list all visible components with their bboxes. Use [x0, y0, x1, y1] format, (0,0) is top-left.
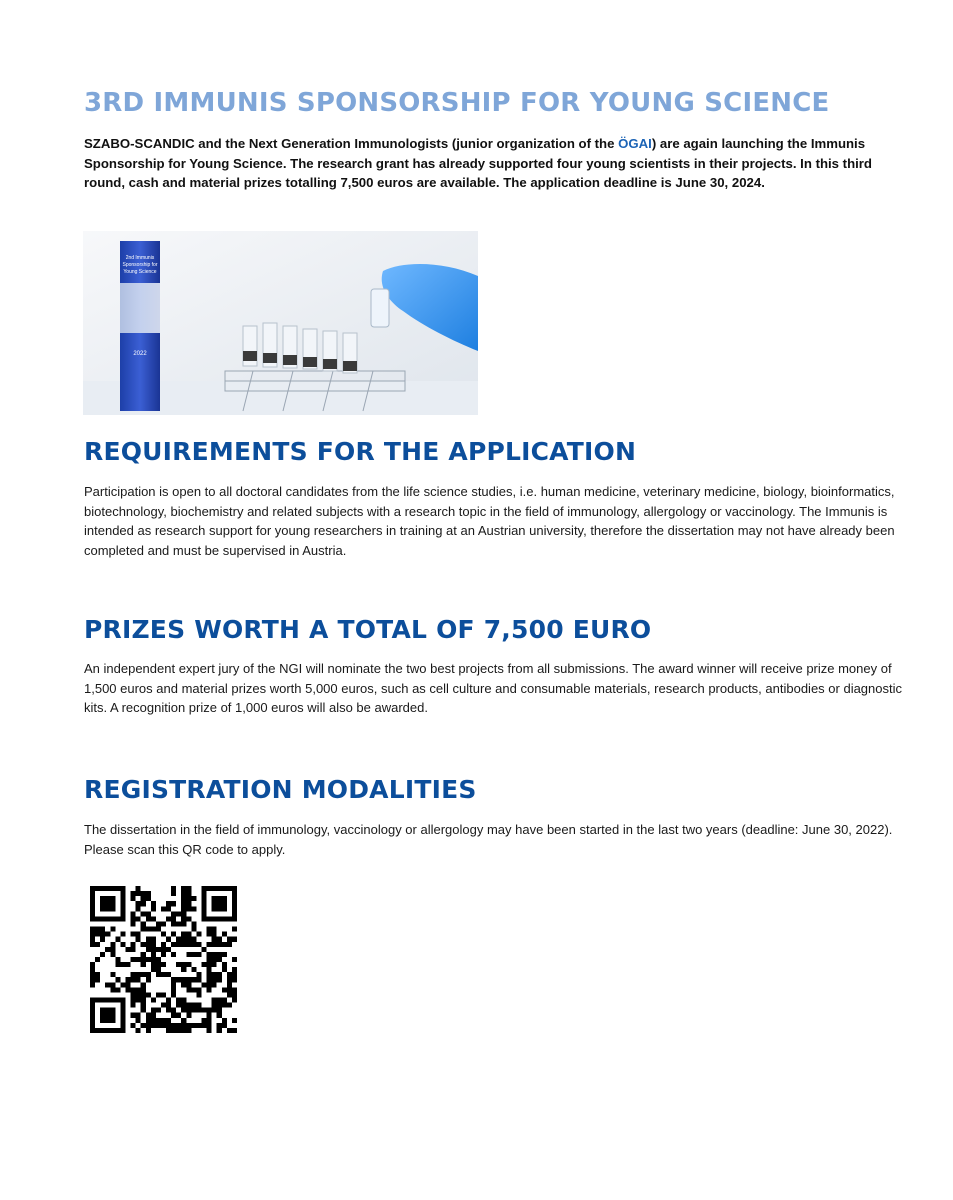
section-text-requirements: Participation is open to all doctoral candidates from the life science studies, i.e. human medicine, veterinary medicine, biology, bioinformatics, biotechnology, biochemistry and related subjects with a research topic in the field of immunology, allergology or vaccinology. The Immunis is intended as research support for young researchers in training at an Austrian university, therefore the dissertation may not have already been completed and must be supervised in Austria.: [84, 484, 895, 558]
section-heading-prizes: PRIZES WORTH A TOTAL OF 7,500 EURO: [84, 615, 652, 644]
ogai-link[interactable]: ÖGAI: [618, 136, 652, 151]
section-text-prizes: An independent expert jury of the NGI will nominate the two best projects from all submissions. The award winner will receive prize money of 1,500 euros and material prizes worth 5,000 euros, such as cell culture and consumable materials, research products, antibodies or diagnostic kits. A recognition prize of 1,000 euros will also be awarded.: [84, 661, 902, 715]
qr-code[interactable]: [90, 886, 237, 1033]
section-heading-requirements: REQUIREMENTS FOR THE APPLICATION: [84, 437, 637, 466]
section-heading-registration: REGISTRATION MODALITIES: [84, 775, 477, 804]
trophy-text-3: Young Science: [123, 269, 157, 275]
intro-text-end: ) are again launching the Immunis Sponsorship for Young Science. The research grant has already supported four young scientists in their projects. In this third round, cash and material prizes totalling 7,500 euros are available. The application deadline is June 30, 2024.: [84, 136, 872, 190]
intro-text-start: SZABO-SCANDIC and the Next Generation Immunologists (junior organization of the: [84, 136, 619, 151]
page-title: 3RD IMMUNIS SPONSORSHIP FOR YOUNG SCIENCE: [84, 88, 830, 118]
trophy-year: 2022: [133, 351, 147, 357]
intro-paragraph: [84, 134, 904, 193]
hero-image: [83, 231, 478, 415]
trophy-text-2: Sponsorship for: [122, 262, 158, 268]
section-text-registration: The dissertation in the field of immunology, vaccinology or allergology may have been started in the last two years (deadline: June 30, 2022). Please scan this QR code to apply.: [84, 822, 893, 857]
held-vial: [371, 289, 389, 327]
trophy-text-1: 2nd Immunis: [125, 255, 155, 261]
lab-photo-illustration: [83, 231, 478, 415]
